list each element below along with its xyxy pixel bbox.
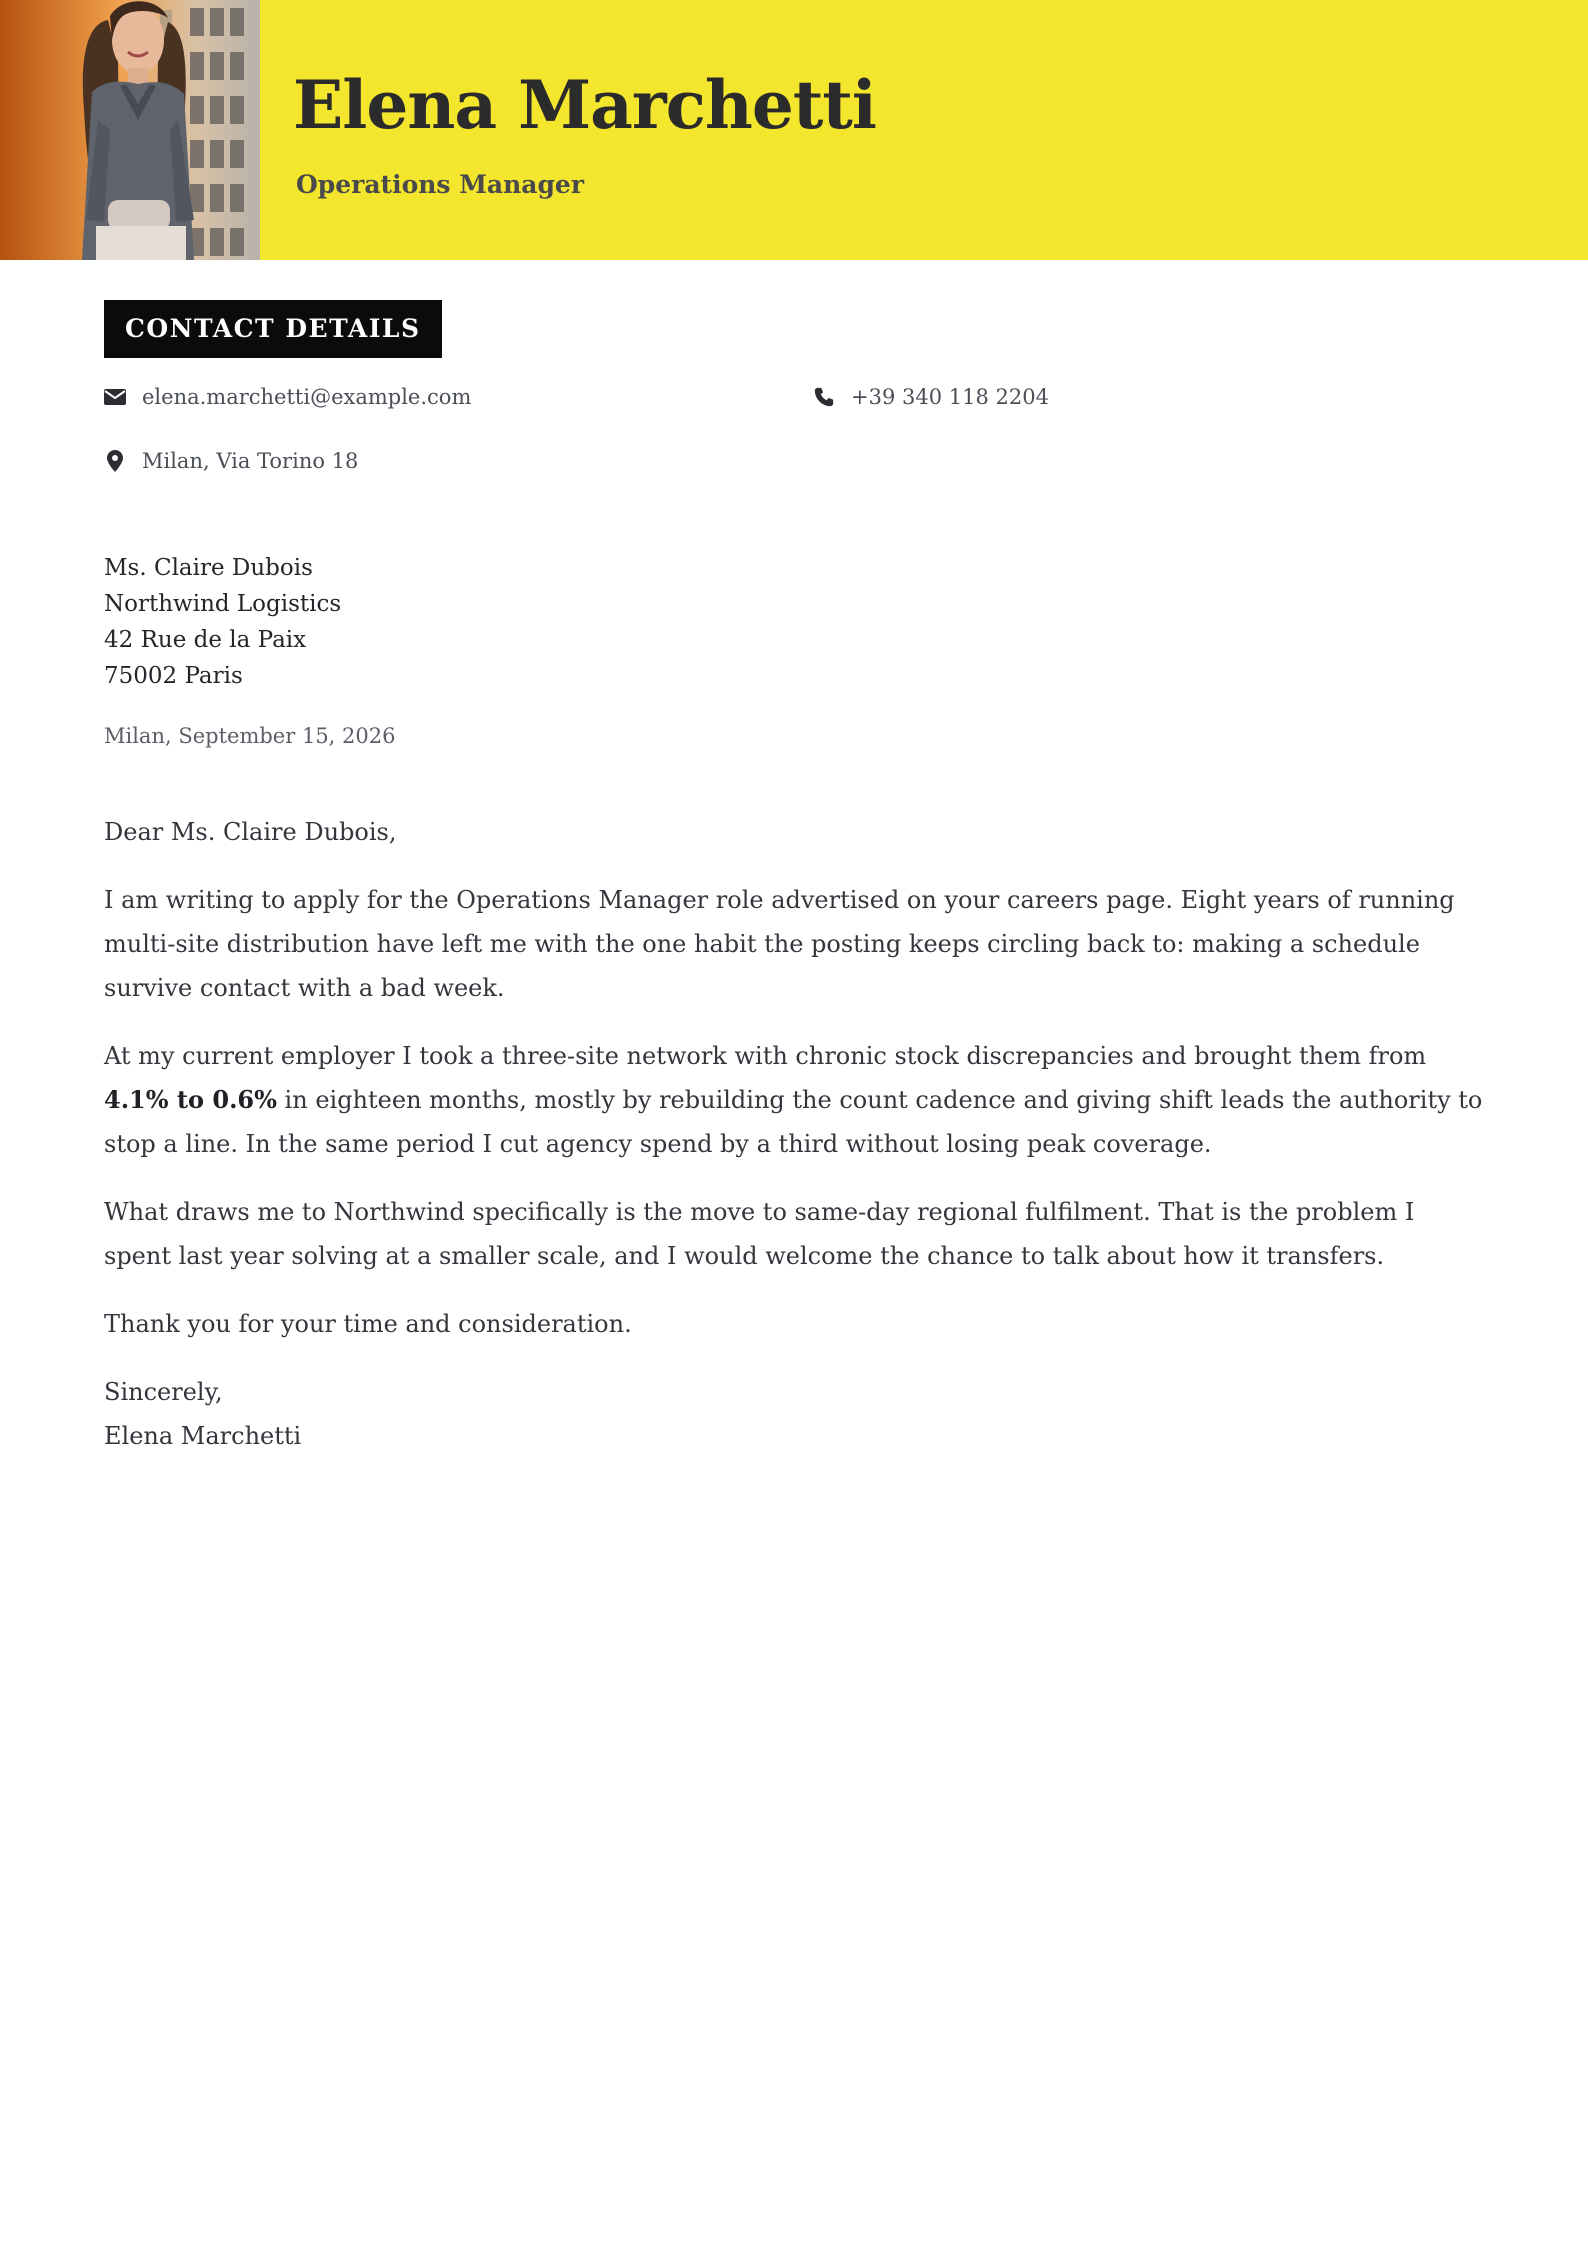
header-banner [0,0,1588,260]
contact-phone[interactable] [813,385,1049,409]
recipient-street: 42 Rue de la Paix [104,627,307,653]
letter-paragraph-1: I am writing to apply for the Operations Manager role advertised on your careers page. Eight years of running multi-site distribution have left me with the one habit the posting keeps circling back to: making a schedule survive contact with a bad week. [104,886,1455,1002]
letter-closing: Sincerely, [104,1378,223,1406]
paragraph-2-highlight: 4.1% to 0.6% [104,1085,277,1114]
letter-greeting: Dear Ms. Claire Dubois, [104,818,397,846]
phone-icon [813,386,835,408]
contact-address [104,449,358,473]
letter-paragraph-4: Thank you for your time and consideration. [104,1310,632,1338]
recipient-block [104,550,341,694]
map-pin-icon [104,450,126,472]
envelope-icon [104,386,126,408]
contact-email[interactable] [104,385,471,409]
phone-text: +39 340 118 2204 [851,385,1049,409]
recipient-city: 75002 Paris [104,663,243,689]
letter-paragraph-3: What draws me to Northwind specifically is the move to same-day regional fulfilment. That is the problem I spent last year solving at a smaller scale, and I would welcome the chance to talk about how it transfers. [104,1198,1415,1270]
letter-paragraph-2 [104,1034,1484,1166]
letter-signature: Elena Marchetti [104,1422,302,1450]
letter-body [104,810,1484,1458]
letter-signoff [104,1370,1484,1458]
paragraph-2-rest: in eighteen months, mostly by rebuilding the count cadence and giving shift leads the authority to stop a line. In the same period I cut agency spend by a third without losing peak coverage. [104,1086,1483,1158]
paragraph-2-intro: At my current employer I took a three-site network with chronic stock discrepancies and brought them from [104,1042,1427,1070]
email-text: elena.marchetti@example.com [142,385,472,409]
address-text: Milan, Via Torino 18 [142,449,359,473]
applicant-name: Elena Marchetti [293,66,876,144]
profile-photo [0,0,260,260]
recipient-name: Ms. Claire Dubois [104,555,313,581]
applicant-job-title: Operations Manager [296,170,585,199]
contact-details-heading: CONTACT DETAILS [104,300,442,358]
letter-date: Milan, September 15, 2026 [104,724,396,748]
recipient-company: Northwind Logistics [104,591,342,617]
